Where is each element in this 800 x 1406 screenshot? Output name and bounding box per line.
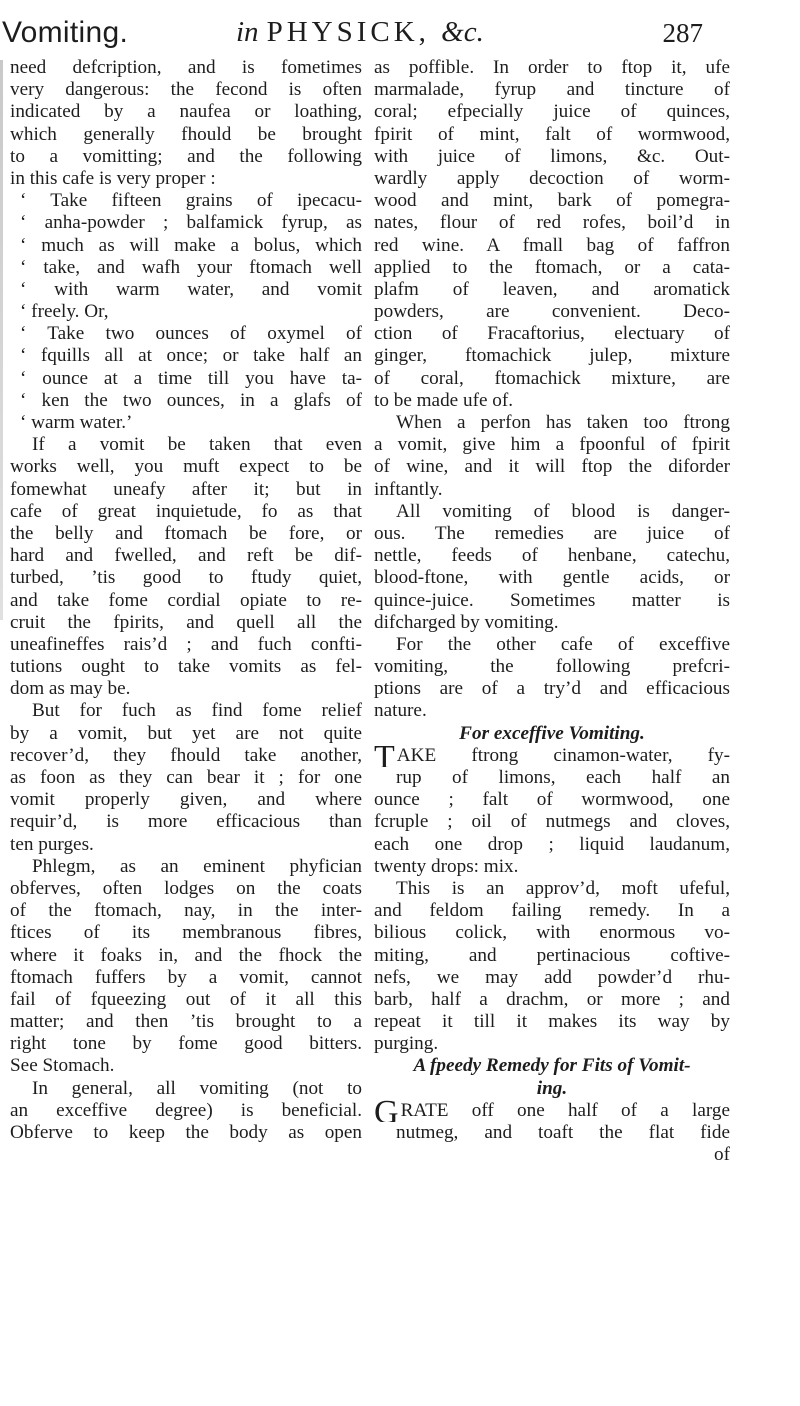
- text-line: as poffible. In order to ftop it, ufe: [374, 57, 730, 78]
- text-line: ‘ ounce at a time till you have ta-: [20, 367, 362, 389]
- text-line: cafe of great inquietude, fo as that: [10, 500, 362, 522]
- text-line: ‘ take, and wafh your ftomach well: [20, 256, 362, 278]
- text-line: barb, half a drachm, or more ; and: [374, 988, 730, 1010]
- text-line: to a vomitting; and the following: [10, 145, 362, 167]
- text-line: All vomiting of blood is danger-: [396, 500, 730, 522]
- text-line: twenty drops: mix.: [374, 855, 519, 877]
- text-line: right tone by fome good bitters.: [10, 1033, 362, 1055]
- running-head-etc: &c.: [441, 16, 484, 48]
- text-line: very dangerous: the fecond is often: [10, 79, 362, 101]
- text-line: as foon as they can bear it ; for one: [10, 767, 362, 788]
- text-line: nefs, we may add powder’d rhu-: [374, 966, 730, 988]
- text-line: matter; and then ’tis brought to a: [10, 1011, 362, 1033]
- running-head-left: Vomiting.: [2, 16, 129, 49]
- text-line: ftices of its membranous fibres,: [10, 922, 362, 944]
- text-line: a vomit, give him a fpoonful of fpirit: [374, 434, 730, 456]
- text-line: of coral, ftomachick mixture, are: [374, 367, 730, 389]
- text-line: A fpeedy Remedy for Fits of Vomit-: [413, 1055, 691, 1077]
- text-line: marmalade, fyrup and tincture of: [374, 79, 730, 101]
- text-line: bilious colick, with enormous vo-: [374, 922, 730, 944]
- text-line: ous. The remedies are juice of: [374, 522, 730, 544]
- text-line: rup of limons, each half an: [396, 767, 730, 788]
- text-line: of: [714, 1144, 730, 1166]
- text-line: See Stomach.: [10, 1055, 115, 1077]
- text-line: vomit properly given, and where: [10, 789, 362, 811]
- text-line: requir’d, is more efficacious than: [10, 811, 362, 833]
- text-line: hard and fwelled, and reft be dif-: [10, 545, 362, 567]
- text-line: with juice of limons, &c. Out-: [374, 145, 730, 167]
- text-line: of wine, and it will ftop the diforder: [374, 456, 730, 478]
- text-line: wardly apply decoction of worm-: [374, 167, 730, 189]
- text-line: ‘ with warm water, and vomit: [20, 278, 362, 300]
- text-line: ptions are of a try’d and efficacious: [374, 678, 730, 700]
- text-line: coral; efpecially juice of quinces,: [374, 101, 730, 123]
- text-line: Obferve to keep the body as open: [10, 1122, 362, 1143]
- drop-cap-line-rest: RATE off one half of a large: [400, 1099, 730, 1121]
- text-line: and feldom failing remedy. In a: [374, 900, 730, 922]
- text-line: nates, flour of red rofes, boil’d in: [374, 212, 730, 234]
- text-line: plafm of leaven, and aromatick: [374, 278, 730, 300]
- text-line: ‘ Take two ounces of oxymel of: [20, 323, 362, 345]
- text-line: nature.: [374, 700, 427, 722]
- drop-cap-line-rest: AKE ftrong cinamon-water, fy-: [396, 744, 730, 766]
- page-edge-shadow: [0, 60, 3, 620]
- left-text-column: [10, 57, 362, 1144]
- text-line: in this cafe is very proper :: [10, 167, 216, 189]
- text-line: ounce ; falt of wormwood, one: [374, 789, 730, 811]
- text-line: applied to the ftomach, or a cata-: [374, 256, 730, 278]
- text-line: miting, and pertinacious coftive-: [374, 944, 730, 966]
- drop-cap: T: [374, 744, 395, 767]
- text-line: and take fome cordial opiate to re-: [10, 589, 362, 611]
- drop-cap: G: [374, 1099, 399, 1122]
- text-line: ‘ much as will make a bolus, which: [20, 234, 362, 256]
- text-line: ‘ Take fifteen grains of ipecacu-: [20, 190, 362, 212]
- text-line: tutions ought to take vomits as fel-: [10, 656, 362, 678]
- text-line: [374, 745, 730, 767]
- text-line: dom as may be.: [10, 678, 131, 700]
- text-line: When a perfon has taken too ftrong: [396, 412, 730, 433]
- text-line: cruit the fpirits, and quell all the: [10, 611, 362, 633]
- text-line: fpirit of mint, falt of wormwood,: [374, 123, 730, 145]
- text-line: difcharged by vomiting.: [374, 611, 559, 633]
- text-line: For exceffive Vomiting.: [459, 722, 645, 744]
- text-line: the belly and ftomach be fore, or: [10, 522, 362, 544]
- text-line: In general, all vomiting (not to: [32, 1077, 362, 1099]
- text-line: But for fuch as find fome relief: [32, 700, 362, 722]
- text-line: by a vomit, but yet are not quite: [10, 722, 362, 744]
- text-line: [374, 1100, 730, 1122]
- page-number: 287: [662, 18, 703, 48]
- text-line: This is an approv’d, moft ufeful,: [396, 877, 730, 899]
- text-line: ‘ fquills all at once; or take half an: [20, 345, 362, 367]
- text-line: wood and mint, bark of pomegra-: [374, 190, 730, 212]
- text-line: powders, are convenient. Deco-: [374, 301, 730, 323]
- running-head-center: [236, 16, 484, 49]
- text-line: vomiting, the following prefcri-: [374, 656, 730, 678]
- right-text-column: [374, 57, 730, 1166]
- running-head-physick: PHYSICK,: [266, 16, 430, 48]
- text-line: nettle, feeds of henbane, catechu,: [374, 545, 730, 567]
- running-head-in: in: [236, 16, 259, 48]
- text-line: ‘ warm water.’: [20, 412, 133, 433]
- text-line: ‘ anha-powder ; balfamick fyrup, as: [20, 212, 362, 234]
- text-line: ing.: [536, 1077, 568, 1099]
- text-line: red wine. A fmall bag of faffron: [374, 234, 730, 256]
- text-line: where it foaks in, and the fhock the: [10, 944, 362, 966]
- text-line: ction of Fracaftorius, electuary of: [374, 323, 730, 345]
- text-line: inftantly.: [374, 478, 443, 500]
- text-line: of the ftomach, nay, in the inter-: [10, 900, 362, 922]
- text-line: obferves, often lodges on the coats: [10, 877, 362, 899]
- text-line: each one drop ; liquid laudanum,: [374, 833, 730, 855]
- text-line: blood-ftone, with gentle acids, or: [374, 567, 730, 589]
- text-line: purging.: [374, 1033, 439, 1055]
- text-line: quince-juice. Sometimes matter is: [374, 589, 730, 611]
- text-line: fomewhat uneafy after it; but in: [10, 478, 362, 500]
- text-line: works well, you muft expect to be: [10, 456, 362, 478]
- text-line: ftomach fuffers by a vomit, cannot: [10, 966, 362, 988]
- text-line: ‘ ken the two ounces, in a glafs of: [20, 389, 362, 411]
- text-line: repeat it till it makes its way by: [374, 1011, 730, 1033]
- text-line: need defcription, and is fometimes: [10, 57, 362, 78]
- text-line: If a vomit be taken that even: [32, 434, 362, 456]
- text-line: turbed, ’tis good to ftudy quiet,: [10, 567, 362, 589]
- text-line: fail of fqueezing out of it all this: [10, 988, 362, 1010]
- text-line: Phlegm, as an eminent phyfician: [32, 855, 362, 877]
- text-line: fcruple ; oil of nutmegs and cloves,: [374, 811, 730, 833]
- text-line: uneafineffes rais’d ; and fuch confti-: [10, 633, 362, 655]
- text-line: For the other cafe of exceffive: [396, 633, 730, 655]
- page-header: [0, 14, 800, 54]
- text-line: indicated by a naufea or loathing,: [10, 101, 362, 123]
- text-line: an exceffive degree) is beneficial.: [10, 1099, 362, 1121]
- text-line: which generally fhould be brought: [10, 123, 362, 145]
- text-line: ten purges.: [10, 833, 94, 855]
- text-line: nutmeg, and toaft the flat fide: [396, 1122, 730, 1143]
- text-line: ‘ freely. Or,: [20, 301, 109, 323]
- text-line: ginger, ftomachick julep, mixture: [374, 345, 730, 367]
- text-line: to be made ufe of.: [374, 389, 514, 411]
- text-line: recover’d, they fhould take another,: [10, 744, 362, 766]
